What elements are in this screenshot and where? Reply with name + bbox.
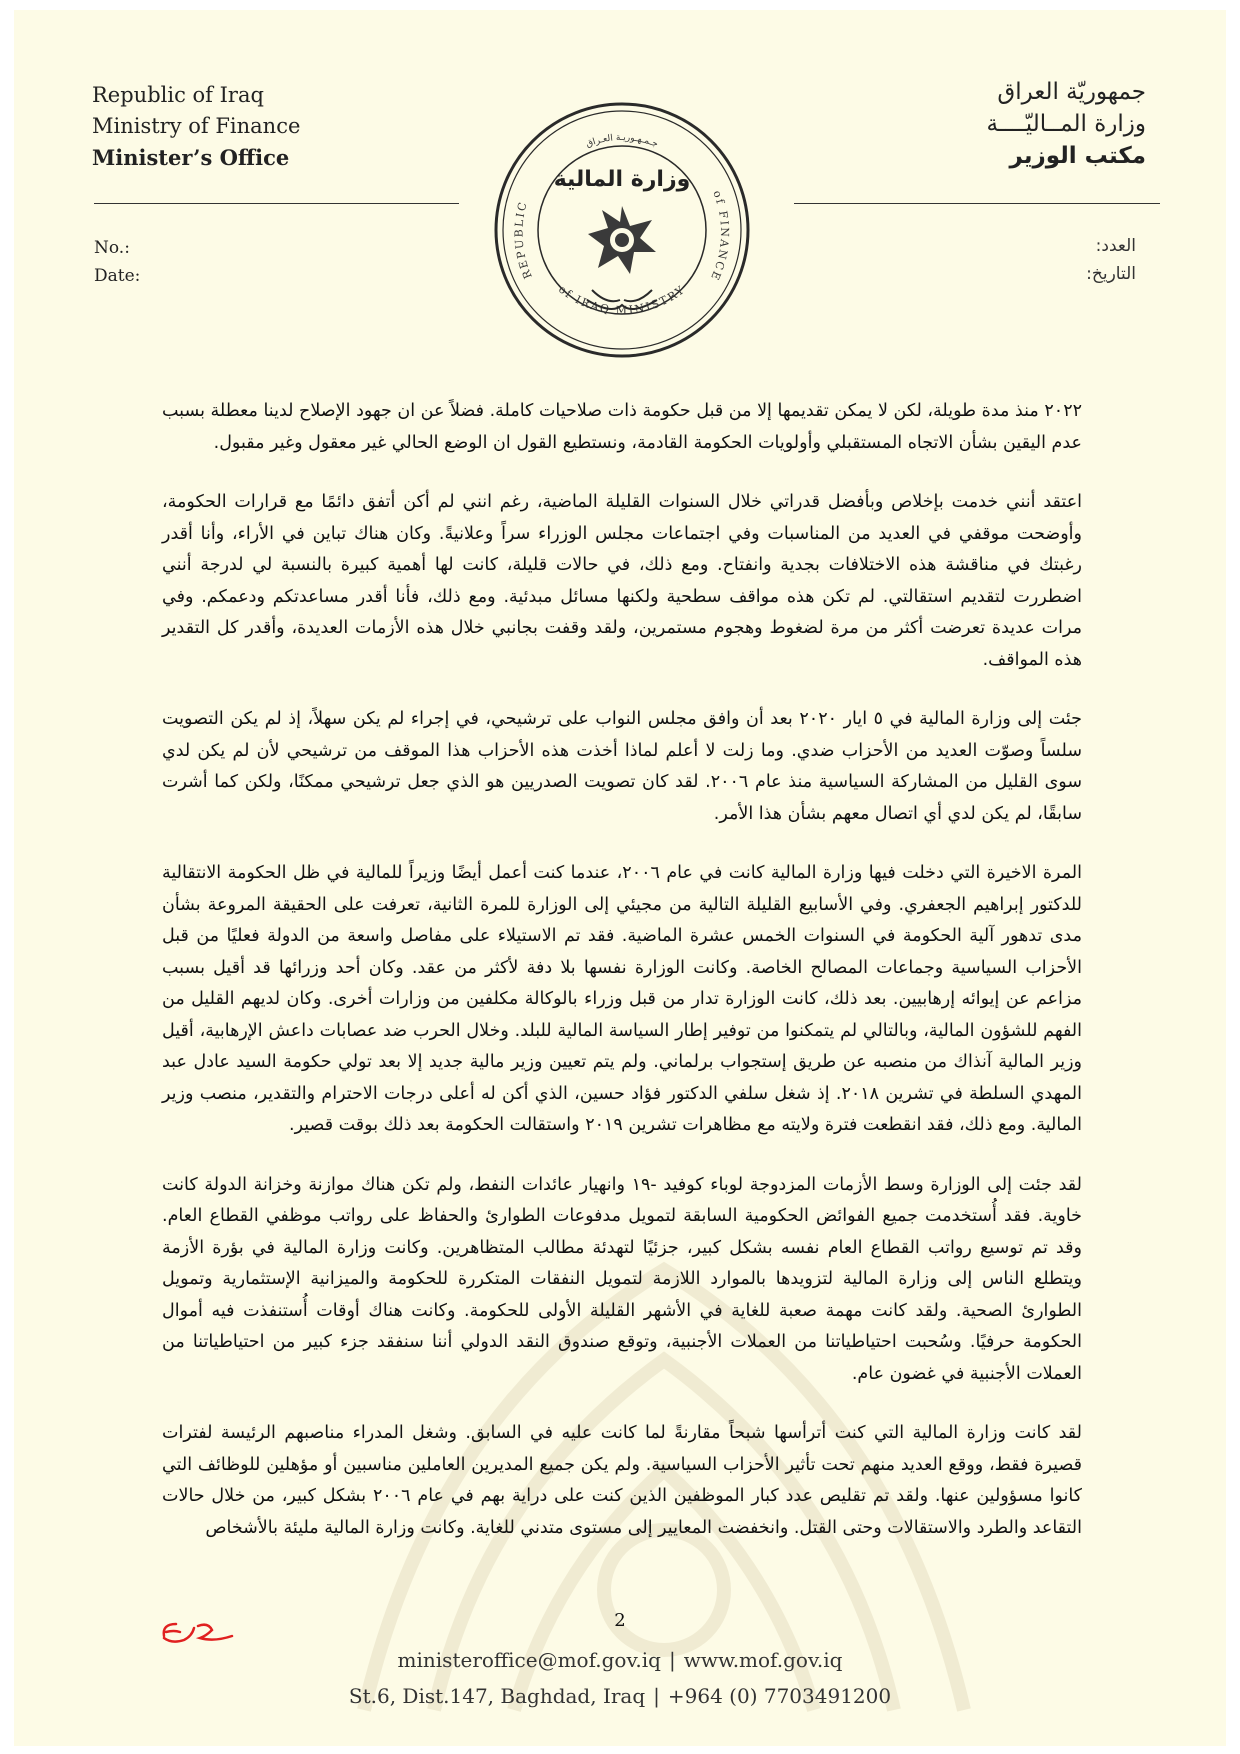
letter-body [162, 396, 1082, 1572]
header-divider-right [794, 203, 1160, 204]
svg-text:of FINANCE [707, 189, 731, 284]
header-en-office: Minister’s Office [92, 145, 290, 170]
ref-number-label-ar: العدد: [1095, 236, 1136, 256]
paragraph-6: لقد كانت وزارة المالية التي كنت أترأسها شبحاً مقارنةً لما كانت عليه في السابق. وشغل المدراء مناصبهم الرئيسة لفترات قصيرة فقط، ووقع العديد منهم تحت تأثير الأحزاب السياسية. ولم يكن جميع المديرين العاملين مناسبين أو مؤهلين للوظائف التي كانوا مسؤولين عنها. ولقد تم تقليص عدد كبار الموظفين الذين كنت على دراية بهم في عام ٢٠٠٦ بشكل كبير، من خلال حالات التقاعد والطرد والاستقالات وحتى القتل. وانخفضت المعايير إلى مستوى متدني للغاية. وكانت وزارة المالية مليئة بالأشخاص [162, 1423, 1083, 1538]
reference-fields-ar [1086, 232, 1136, 288]
seal-star-ornament [588, 206, 656, 274]
header-ar-office: مكتب الوزير [1009, 143, 1146, 169]
seal-center-text: وزارة المالية [553, 167, 691, 192]
header-english [92, 80, 300, 173]
paragraph-4: المرة الاخيرة التي دخلت فيها وزارة المالية كانت في عام ٢٠٠٦، عندما كنت أعمل أيضًا وزيراً للمالية في ظل الحكومة الانتقالية للدكتور إبراهيم الجعفري. وفي الأسابيع القليلة التالية من مجيئي إلى الوزارة للمرة الثانية، تعرفت على الحقيقة المروعة بشأن مدى تدهور آلية الحكومة في السنوات الخمس عشرة الماضية. فقد تم الاستيلاء على مفاصل واسعة من الدولة فعليًا من قبل الأحزاب السياسية وجماعات المصالح الخاصة. وكانت الوزارة نفسها بلا دفة لأكثر من عقد. وكان أحد وزرائها قد أقيل بسبب مزاعم عن إيوائه إرهابيين. بعد ذلك، كانت الوزارة تدار من قبل وزراء بالوكالة مكلفين من وزارات أخرى. وكان لديهم القليل من الفهم للشؤون المالية، وبالتالي لم يتمكنوا من توفير إطار السياسة المالية للبلد. وخلال الحرب ضد عصابات داعش الإرهابية، أقيل وزير المالية آنذاك من منصبه عن طريق إستجواب برلماني. ولم يتم تعيين وزير مالية جديد إلا بعد تولي حكومة السيد عادل عبد المهدي السلطة في تشرين ٢٠١٨. إذ شغل سلفي الدكتور فؤاد حسين، الذي أكن له أعلى درجات الاحترام والتقدير، منصب وزير المالية. ومع ذلك، فقد انقطعت فترة ولايته مع مظاهرات تشرين ٢٠١٩ واستقالت الحكومة بعد ذلك بوقت قصير. [162, 863, 1082, 1135]
header-divider-left [94, 203, 459, 204]
footer-line-2 [14, 1678, 1226, 1714]
footer-contact [14, 1642, 1226, 1714]
footer-line-1 [14, 1642, 1226, 1678]
footer-separator: | [668, 1648, 676, 1672]
seal-top-text: جـمـهـوريـة العـراق [584, 132, 660, 150]
paragraph-3: جئت إلى وزارة المالية في ٥ ايار ٢٠٢٠ بعد أن وافق مجلس النواب على ترشيحي، في إجراء لم يكن سهلاً، إذ لم يكن التصويت سلساً وصوّت العديد من الأحزاب ضدي. وما زلت لا أعلم لماذا أخذت هذه الأحزاب هذا الموقف من ترشيحي لأن لم يكن لدي سوى القليل من المشاركة السياسية منذ عام ٢٠٠٦. لقد كان تصويت الصدريين هو الذي جعل ترشيحي ممكنًا، ولكن كما أشرت سابقًا، لم يكن لدي أي اتصال معهم بشأن هذا الأمر. [162, 709, 1082, 824]
header-arabic [987, 76, 1146, 172]
page-number: 2 [614, 1610, 626, 1631]
header-en-ministry: Ministry of Finance [92, 114, 301, 138]
footer-address: St.6, Dist.147, Baghdad, Iraq [348, 1684, 646, 1708]
seal-right-text: of FINANCE [707, 188, 732, 284]
header-ar-ministry: وزارة المــاليّــــة [986, 111, 1146, 137]
seal-laurel-icon [587, 290, 657, 309]
ref-date-label: Date: [94, 266, 141, 286]
header-en-country: Republic of Iraq [92, 83, 264, 107]
footer-email-link[interactable]: ministeroffice@mof.gov.iq [397, 1648, 661, 1672]
ref-number-label: No.: [94, 238, 130, 258]
footer-separator-2: | [653, 1684, 660, 1708]
reference-fields-en [94, 234, 140, 290]
header-ar-country: جمهوريّة العراق [997, 79, 1146, 105]
paragraph-1: ٢٠٢٢ منذ مدة طويلة، لكن لا يمكن تقديمها إلا من قبل حكومة ذات صلاحيات كاملة. فضلاً عن ان جهود الإصلاح لدينا معطلة بسبب عدم اليقين بشأن الاتجاه المستقبلي وأولويات الحكومة القادمة، ونستطيع القول ان الوضع الحالي غير معقول وغير مقبول. [162, 401, 1082, 453]
paragraph-5: لقد جئت إلى الوزارة وسط الأزمات المزدوجة لوباء كوفيد -١٩ وانهيار عائدات النفط، ولم تكن هناك موازنة وخزانة الدولة كانت خاوية. فقد أُستخدمت جميع الفوائض الحكومية السابقة لتمويل مدفوعات الطوارئ والحفاظ على رواتب موظفي القطاع العام. وقد تم توسيع رواتب القطاع العام نفسه بشكل كبير، جزئيًا لتهدئة مطالب المتظاهرين. وكانت وزارة المالية في بؤرة الأزمة ويتطلع الناس إلى وزارة المالية لتزويدها بالموارد اللازمة لتمويل النفقات المتكررة للحكومة والميزانية الإستثمارية وتمويل الطوارئ الصحية. ولقد كانت مهمة صعبة للغاية في الأشهر القليلة الأولى للحكومة. وكانت هناك أوقات أُستنفذت فيه أموال الحكومة حرفيًا. وسُحبت احتياطياتنا من العملات الأجنبية، وتوقع صندوق النقد الدولي أننا سنفقد جزء كبير من احتياطياتنا من العملات الأجنبية في غضون عام. [162, 1174, 1082, 1384]
svg-text:of IRAQ MINISTRY [556, 283, 688, 317]
ref-date-label-ar: التاريخ: [1086, 264, 1136, 284]
svg-text:REPUBLIC [512, 199, 534, 281]
paragraph-2: اعتقد أنني خدمت بإخلاص وبأفضل قدراتي خلال السنوات القليلة الماضية، رغم انني لم أكن أتفق دائمًا مع قرارات الحكومة، وأوضحت موقفي في العديد من المناسبات وفي اجتماعات مجلس الوزراء سراً وعلانيةً. وكان هناك تباين في الأراء، وأنا أقدر رغبتك في مناقشة هذه الاختلافات بجدية وانفتاح. ومع ذلك، في حالات قليلة، كانت لها أهمية كبيرة بالنسبة لي لدرجة أنني اضطررت لتقديم استقالتي. لم تكن هذه مواقف سطحية ولكنها مسائل مبدئية. ومع ذلك، فأنا أقدر مساعدتكم ودعمكم. وفي مرات عديدة تعرضت أكثر من مرة لضغوط وهجوم مستمرين، ولقد وقفت بجانبي خلال هذه الأزمات العديدة، وأقدر كل التقدير هذه المواقف. [162, 492, 1082, 670]
seal-left-text: REPUBLIC [512, 199, 535, 281]
footer-phone: +964 (0) 7703491200 [667, 1684, 892, 1708]
seal-bottom-text: of IRAQ MINISTRY [556, 282, 688, 317]
ministry-seal [492, 100, 752, 360]
letter-page [14, 10, 1226, 1746]
footer-website-link[interactable]: www.mof.gov.iq [683, 1648, 843, 1672]
svg-text:جـمـهـوريـة العـراق [585, 133, 660, 150]
